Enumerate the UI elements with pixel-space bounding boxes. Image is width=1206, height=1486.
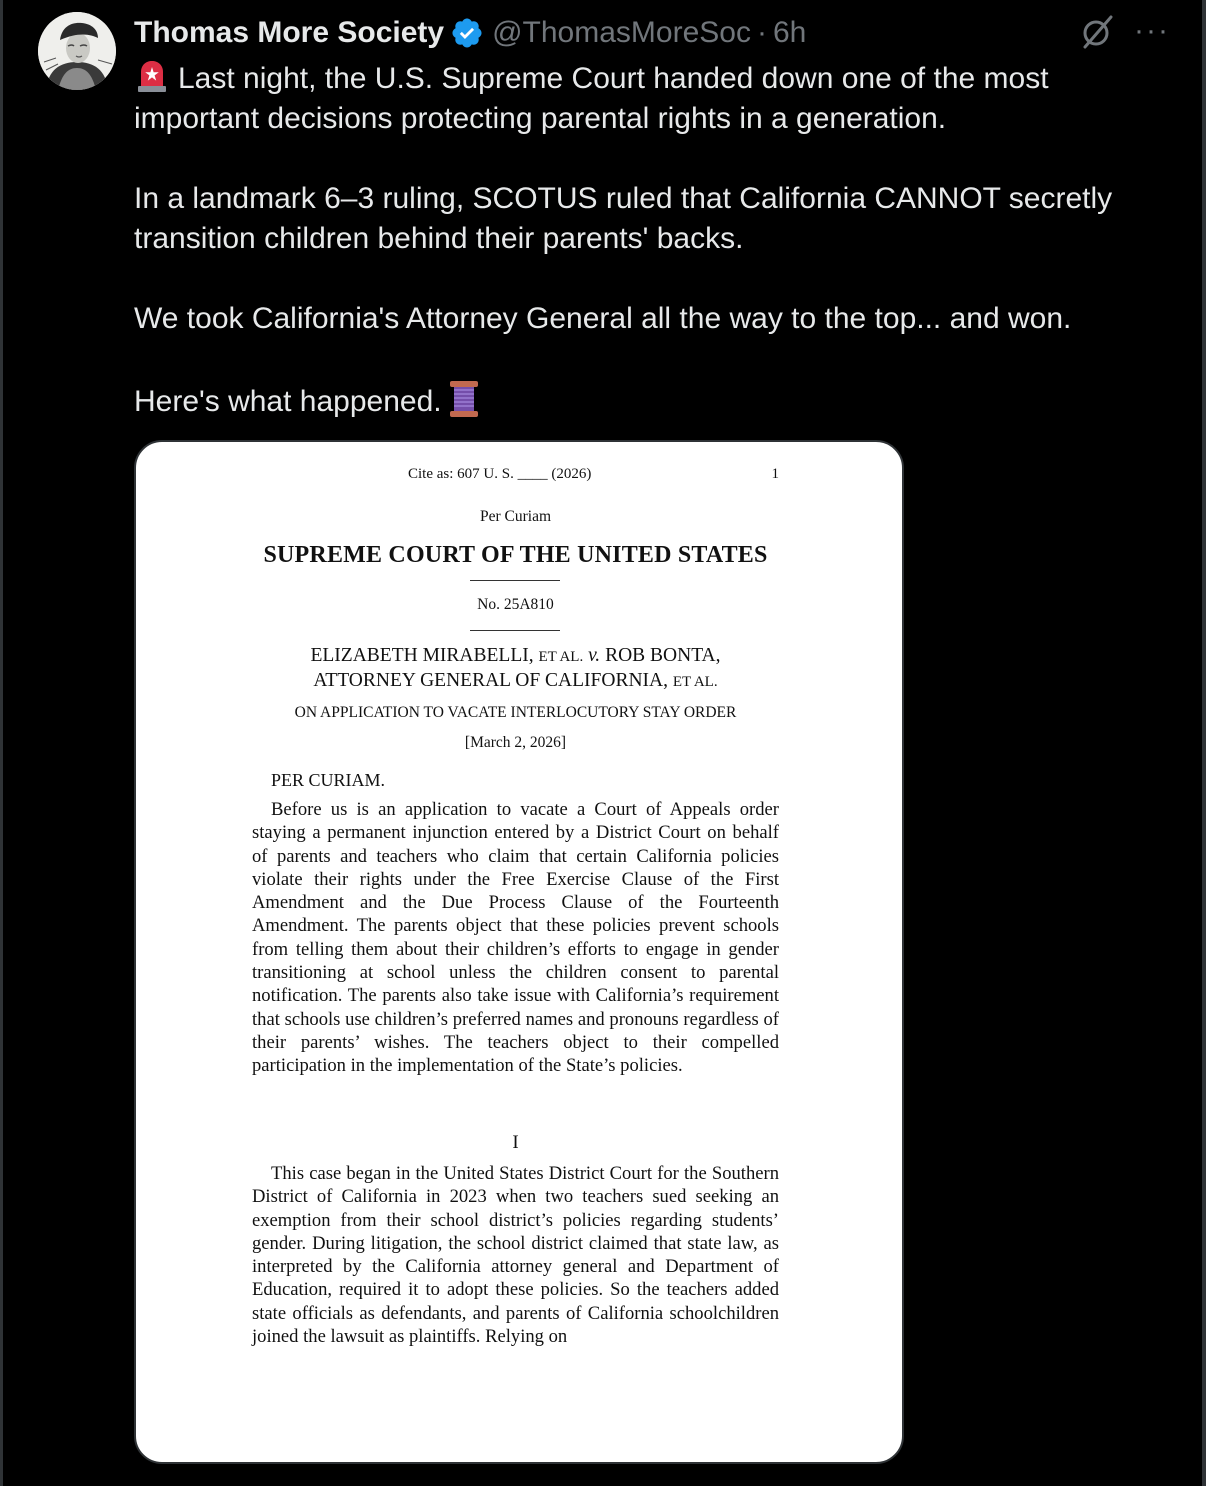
tweet-line-2: In a landmark 6–3 ruling, SCOTUS ruled that California CANNOT secretly transition children behind their parents' backs. [134, 182, 1113, 255]
caption-line-1 [252, 644, 779, 669]
per-curiam-label: Per Curiam [479, 508, 552, 525]
tweet-paragraph-2 [134, 179, 1174, 259]
tweet-line-3: We took California's Attorney General all the way to the top... and won. [134, 302, 1072, 335]
docket-number: No. 25A810 [477, 596, 554, 613]
cite-text: Cite as: 607 U. S. ____ (2026) [408, 466, 592, 482]
thread-spool-emoji-icon [448, 379, 480, 419]
opinion-paragraph-1: Before us is an application to vacate a Court of Appeals order staying a permanent injunction entered by a District Court on behalf of parents and teachers who claim that certain California policies violate their rights under the Free Exercise Clause of the First Amendment and the Due Process Clause of the Fourteenth Amendment. The parents object that these policies prevent schools from telling them about their children’s efforts to engage in gender transitioning at school unless the children consent to parental notification. The parents also take issue with California’s requirement that schools use children’s preferred names and pronouns regardless of their parents’ wishes. The teachers object to their compelled participation in the implementation of the State’s policies. [252, 799, 779, 1077]
separator-dot: · [756, 16, 767, 49]
court-name: SUPREME COURT OF THE UNITED STATES [263, 542, 768, 568]
author-name[interactable]: Thomas More Society [134, 16, 445, 49]
left-border [0, 0, 3, 1486]
tweet-line-1: Last night, the U.S. Supreme Court handed down one of the most important decisions protecting parental rights in a generation. [134, 62, 1049, 135]
application-line: ON APPLICATION TO VACATE INTERLOCUTORY STAY ORDER [294, 704, 737, 721]
page-number: 1 [771, 466, 779, 482]
divider [470, 580, 560, 581]
caption-party-2-title: ATTORNEY GENERAL OF CALIFORNIA, [313, 670, 673, 691]
case-caption [252, 644, 779, 694]
more-options-icon[interactable]: ··· [1134, 14, 1170, 47]
tweet-text [134, 58, 1174, 422]
divider [470, 630, 560, 631]
caption-et-al-1: ET AL. [538, 649, 584, 665]
verified-badge-icon [450, 16, 484, 50]
tweet-paragraph-3 [134, 299, 1174, 339]
caption-party-1: ELIZABETH MIRABELLI, [310, 645, 539, 666]
caption-party-2: ROB BONTA, [605, 645, 721, 666]
tweet-paragraph-4 [134, 379, 1174, 422]
tweet-media-image[interactable] [134, 440, 904, 1464]
opinion-paragraph-2: This case began in the United States District Court for the Southern District of California in 2023 when two teachers sued seeking an exemption from their school district’s policies regarding students’ gender. During litigation, the school district claimed that state law, as interpreted by the California attorney general and Department of Education, required it to adopt these policies. So the teachers added state officials as defendants, and parents of California schoolchildren joined the lawsuit as plaintiffs. Relying on [252, 1163, 779, 1348]
section-heading: I [512, 1132, 519, 1153]
tweet-paragraph-1 [134, 58, 1174, 139]
grok-icon[interactable] [1080, 14, 1114, 50]
tweet-header [134, 14, 806, 52]
caption-et-al-2: ET AL. [672, 674, 718, 690]
decision-date: [March 2, 2026] [464, 734, 567, 751]
per-curiam-heading: PER CURIAM. [271, 770, 386, 790]
caption-line-2 [252, 669, 779, 694]
police-light-emoji-icon [134, 58, 170, 94]
right-border [1202, 0, 1206, 1486]
timestamp[interactable]: 6h [772, 16, 807, 49]
author-handle[interactable]: @ThomasMoreSoc [492, 16, 751, 49]
avatar-portrait-icon [38, 12, 116, 90]
avatar[interactable] [38, 12, 116, 90]
caption-versus: v. [583, 645, 606, 666]
tweet-line-4: Here's what happened. [134, 385, 442, 418]
